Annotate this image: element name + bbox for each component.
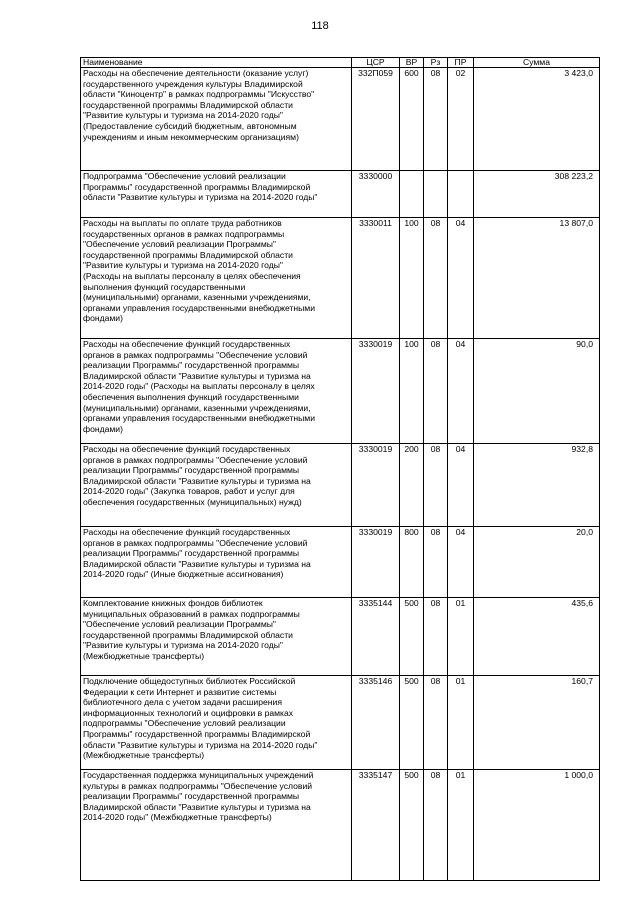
table-header-row [81,58,600,68]
row-csr: 3330019 [352,339,400,444]
row-csr: 3335147 [352,770,400,881]
row-pr: 04 [448,527,474,598]
table-row [81,171,600,218]
row-rz: 08 [424,339,448,444]
row-sum: 20,0 [474,527,600,598]
row-sum: 932,8 [474,444,600,527]
row-pr: 02 [448,68,474,171]
row-vr: 100 [400,339,424,444]
row-vr: 100 [400,218,424,339]
table-row [81,218,600,339]
row-rz: 08 [424,770,448,881]
row-name: Расходы на обеспечение деятельности (оказание услуг) государственного учреждения культуры Владимирской области "Киноцентр" в рамках подпрограммы "Искусство" государственной программы Владимирской области "Развитие культуры и туризма на 2014-2020 годы" (Предоставление субсидий бюджетным, автономным учреждениям и иным некоммерческим организациям) [81,68,352,171]
row-csr: 3330000 [352,171,400,218]
row-vr: 500 [400,676,424,770]
row-csr: 3330019 [352,444,400,527]
row-sum: 1 000,0 [474,770,600,881]
row-sum: 435,6 [474,598,600,676]
row-rz: 08 [424,218,448,339]
row-pr: 01 [448,598,474,676]
table-row [81,676,600,770]
row-name: Расходы на выплаты по оплате труда работников государственных органов в рамках подпрограммы "Обеспечение условий реализации Программы" государственной программы Владимирской области "Развитие культуры и туризма на 2014-2020 годы" (Расходы на выплаты персоналу в целях обеспечения выполнения функций государственными (муниципальными) органами, казенными учреждениями, органами управления государственными внебюджетными фондами) [81,218,352,339]
header-sum: Сумма [474,58,600,68]
header-pr: ПР [448,58,474,68]
row-csr: 332П059 [352,68,400,171]
row-rz: 08 [424,676,448,770]
row-sum: 90,0 [474,339,600,444]
row-csr: 3335144 [352,598,400,676]
budget-table [80,57,600,881]
row-vr: 600 [400,68,424,171]
row-vr: 500 [400,598,424,676]
row-name: Расходы на обеспечение функций государственных органов в рамках подпрограммы "Обеспечение условий реализации Программы" государственной программы Владимирской области "Развитие культуры и туризма на 2014-2020 годы" (Расходы на выплаты персоналу в целях обеспечения выполнения функций государственными (муниципальными) органами, казенными учреждениями, органами управления государственными внебюджетными фондами) [81,339,352,444]
row-vr [400,171,424,218]
table-row [81,527,600,598]
table-row [81,444,600,527]
page-number: 118 [311,20,329,32]
row-rz: 08 [424,598,448,676]
row-sum: 3 423,0 [474,68,600,171]
row-name: Государственная поддержка муниципальных учреждений культуры в рамках подпрограммы "Обеспечение условий реализации Программы" государственной программы Владимирской области "Развитие культуры и туризма на 2014-2020 годы" (Межбюджетные трансферты) [81,770,352,881]
header-name: Наименование [81,58,352,68]
row-rz: 08 [424,68,448,171]
row-pr: 04 [448,444,474,527]
table-row [81,339,600,444]
row-csr: 3330011 [352,218,400,339]
row-rz: 08 [424,444,448,527]
row-sum: 160,7 [474,676,600,770]
row-pr: 04 [448,218,474,339]
row-pr: 01 [448,770,474,881]
row-rz [424,171,448,218]
table-row [81,598,600,676]
table-row [81,68,600,171]
header-csr: ЦСР [352,58,400,68]
row-name: Подпрограмма "Обеспечение условий реализации Программы" государственной программы Владимирской области "Развитие культуры и туризма на 2014-2020 годы" [81,171,352,218]
row-rz: 08 [424,527,448,598]
row-sum: 13 807,0 [474,218,600,339]
header-vr: ВР [400,58,424,68]
row-csr: 3335146 [352,676,400,770]
header-rz: Рз [424,58,448,68]
row-vr: 200 [400,444,424,527]
row-csr: 3330019 [352,527,400,598]
row-name: Расходы на обеспечение функций государственных органов в рамках подпрограммы "Обеспечение условий реализации Программы" государственной программы Владимирской области "Развитие культуры и туризма на 2014-2020 годы" (Закупка товаров, работ и услуг для обеспечения государственных (муниципальных) нужд) [81,444,352,527]
row-vr: 500 [400,770,424,881]
row-sum: 308 223,2 [474,171,600,218]
row-pr: 01 [448,676,474,770]
table-row [81,770,600,881]
row-vr: 800 [400,527,424,598]
row-name: Комплектование книжных фондов библиотек муниципальных образований в рамках подпрограммы "Обеспечение условий реализации Программы" государственной программы Владимирской области "Развитие культуры и туризма на 2014-2020 годы" (Межбюджетные трансферты) [81,598,352,676]
row-pr: 04 [448,339,474,444]
row-pr [448,171,474,218]
row-name: Подключение общедоступных библиотек Российской Федерации к сети Интернет и развитие системы библиотечного дела с учетом задачи расширения информационных технологий и оцифровки в рамках подпрограммы "Обеспечение условий реализации Программы" государственной программы Владимирской области "Развитие культуры и туризма на 2014-2020 годы" (Межбюджетные трансферты) [81,676,352,770]
row-name: Расходы на обеспечение функций государственных органов в рамках подпрограммы "Обеспечение условий реализации Программы" государственной программы Владимирской области "Развитие культуры и туризма на 2014-2020 годы" (Иные бюджетные ассигнования) [81,527,352,598]
